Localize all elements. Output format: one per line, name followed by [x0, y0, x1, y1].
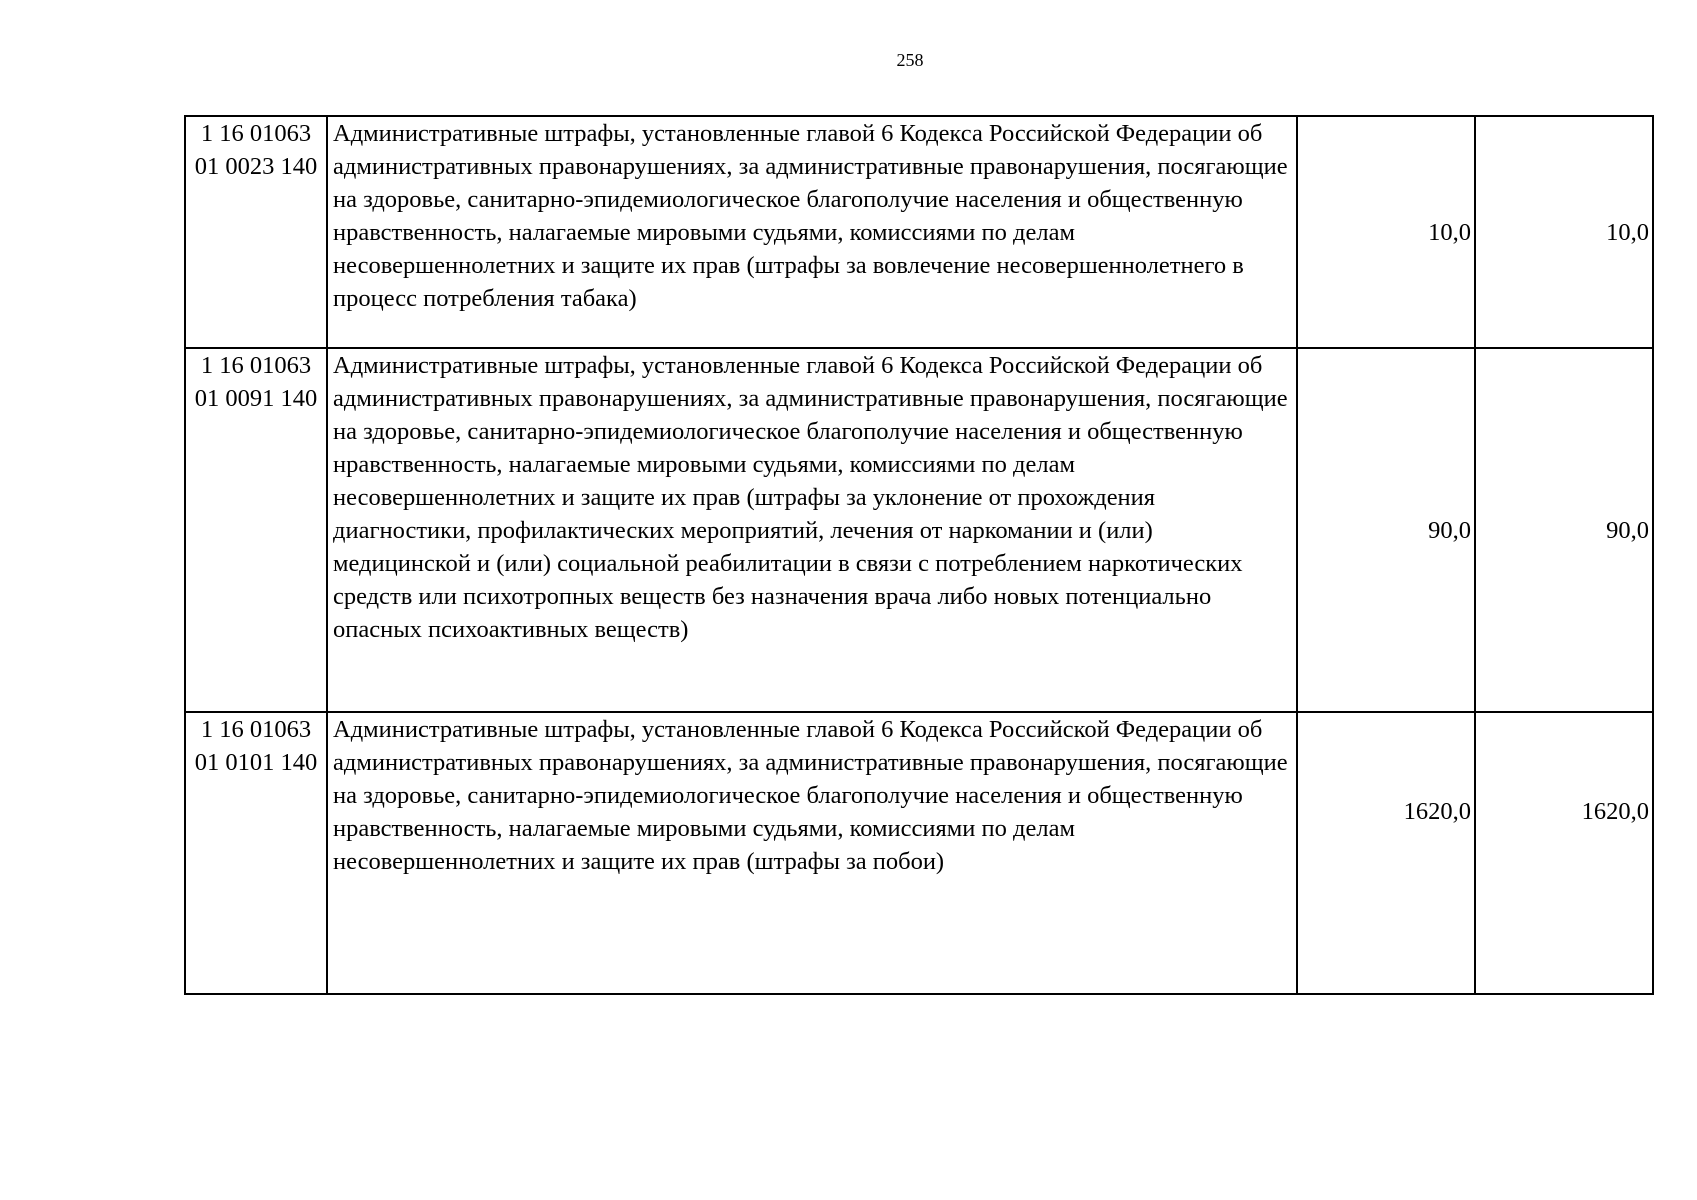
budget-classification-code: 1 16 01063 01 0091 140: [185, 348, 327, 712]
amount-cell: 90,0: [1475, 348, 1653, 712]
revenue-description: Административные штрафы, установленные главой 6 Кодекса Российской Федерации об административных правонарушениях, за административные правонарушения, посягающие на здоровье, санитарно-эпидемиологическое благополучие населения и общественную нравственность, налагаемые мировыми судьями, комиссиями по делам несовершеннолетних и защите их прав (штрафы за уклонение от прохождения диагностики, профилактических мероприятий, лечения от наркомании и (или) медицинской и (или) социальной реабилитации в связи с потреблением наркотических средств или психотропных веществ без назначения врача либо новых потенциально опасных психоактивных веществ): [327, 348, 1297, 712]
revenue-description: Административные штрафы, установленные главой 6 Кодекса Российской Федерации об административных правонарушениях, за административные правонарушения, посягающие на здоровье, санитарно-эпидемиологическое благополучие населения и общественную нравственность, налагаемые мировыми судьями, комиссиями по делам несовершеннолетних и защите их прав (штрафы за вовлечение несовершеннолетнего в процесс потребления табака): [327, 116, 1297, 348]
budget-revenue-table: [184, 115, 1654, 995]
table-row: [185, 348, 1653, 712]
budget-classification-code: 1 16 01063 01 0101 140: [185, 712, 327, 994]
budget-classification-code: 1 16 01063 01 0023 140: [185, 116, 327, 348]
amount-cell: 1620,0: [1297, 712, 1475, 994]
revenue-description: Административные штрафы, установленные главой 6 Кодекса Российской Федерации об административных правонарушениях, за административные правонарушения, посягающие на здоровье, санитарно-эпидемиологическое благополучие населения и общественную нравственность, налагаемые мировыми судьями, комиссиями по делам несовершеннолетних и защите их прав (штрафы за побои): [327, 712, 1297, 994]
amount-cell: 1620,0: [1475, 712, 1653, 994]
table-row: [185, 712, 1653, 994]
amount-cell: 10,0: [1475, 116, 1653, 348]
table-row: [185, 116, 1653, 348]
page-number: 258: [896, 50, 924, 70]
amount-cell: 10,0: [1297, 116, 1475, 348]
amount-cell: 90,0: [1297, 348, 1475, 712]
